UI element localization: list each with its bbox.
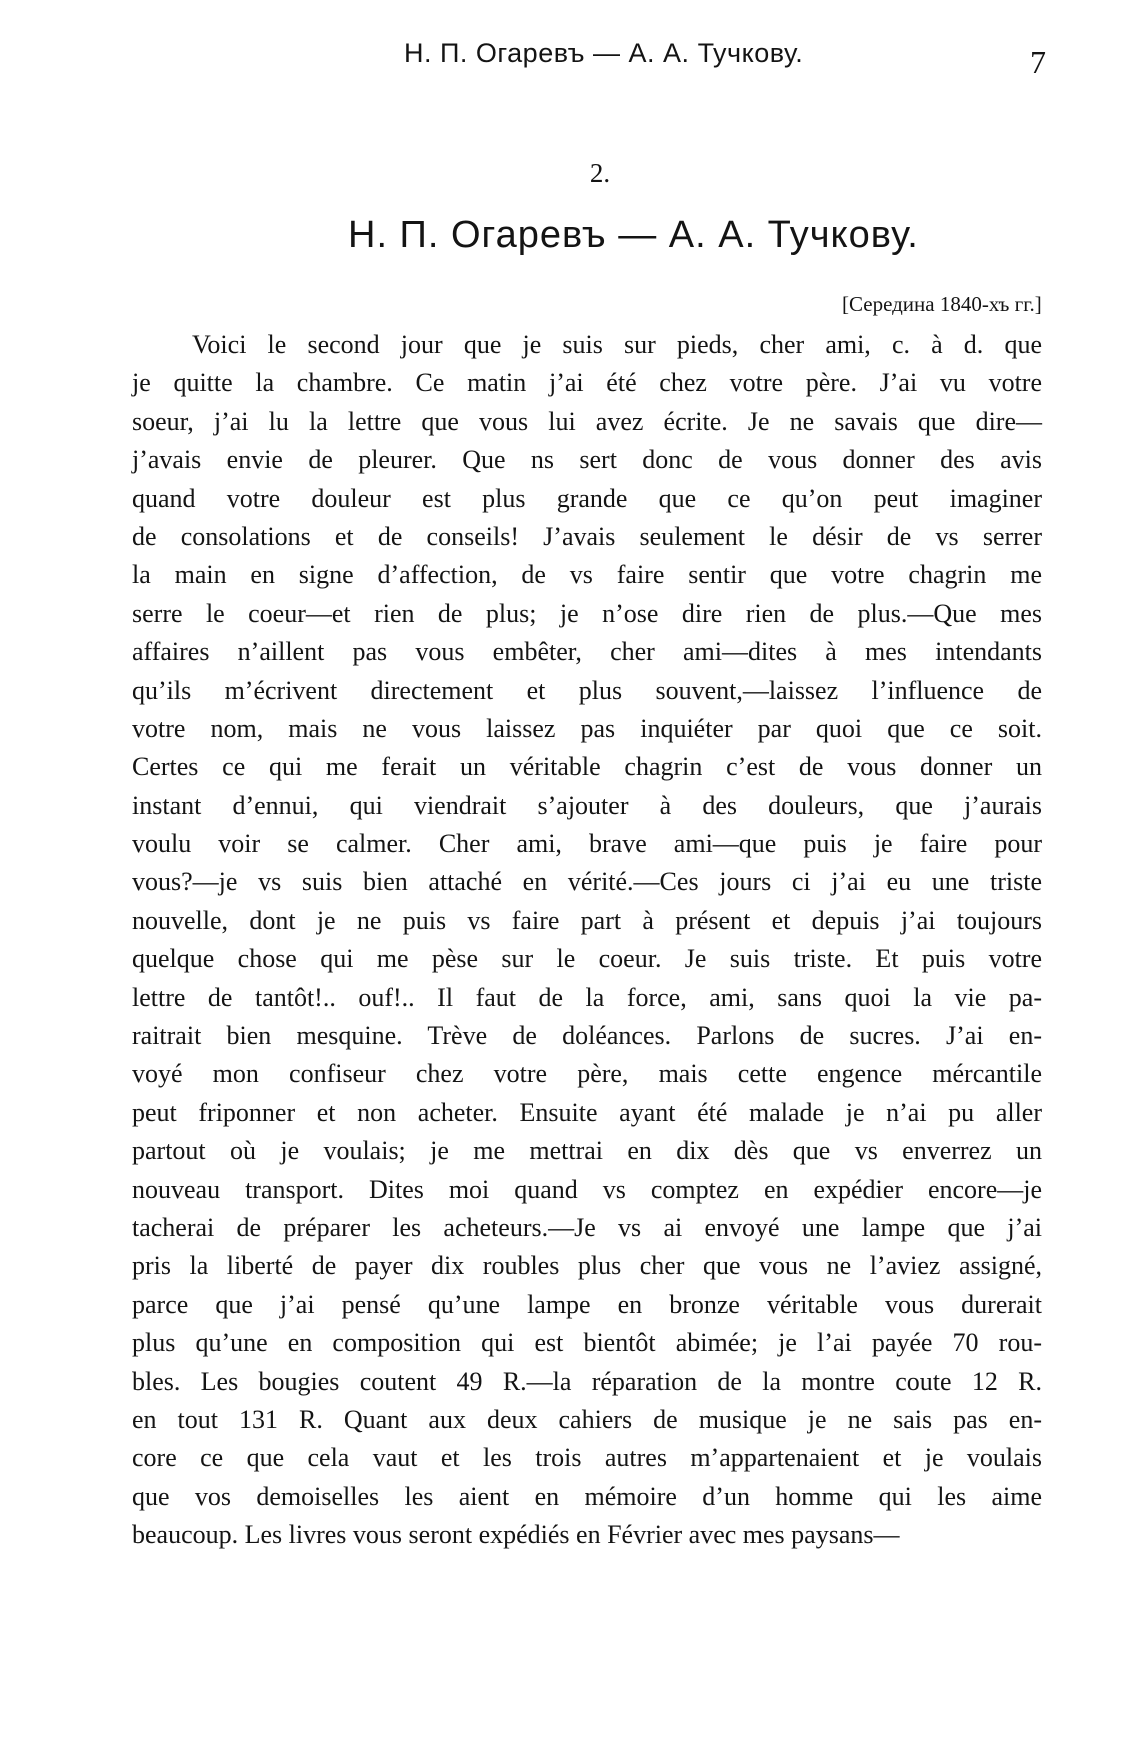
text-line: nouveau transport. Dites moi quand vs comptez en expédier encore—je xyxy=(132,1174,1042,1204)
letter-title: Н. П. Огаревъ — А. А. Тучкову. xyxy=(348,214,919,256)
text-line: voyé mon confiseur chez votre père, mais cette engence mércantile xyxy=(132,1059,1042,1089)
text-line: qu’ils m’écrivent directement et plus souvent,—laissez l’influence de xyxy=(132,675,1042,705)
running-head: Н. П. Огаревъ — А. А. Тучкову. xyxy=(404,38,804,68)
text-line: voulu voir se calmer. Cher ami, brave ami—que puis je faire pour xyxy=(132,829,1042,859)
letter-body xyxy=(132,326,1042,1555)
text-line: raitrait bien mesquine. Trève de doléances. Parlons de sucres. J’ai en- xyxy=(132,1021,1042,1051)
text-line: votre nom, mais ne vous laissez pas inquiéter par quoi que ce soit. xyxy=(132,713,1042,743)
text-line: quand votre douleur est plus grande que ce qu’on peut imaginer xyxy=(132,483,1042,513)
text-line: la main en signe d’affection, de vs faire sentir que votre chagrin me xyxy=(132,560,1042,590)
text-line: serre le coeur—et rien de plus; je n’ose dire rien de plus.—Que mes xyxy=(132,598,1042,628)
text-line: tacherai de préparer les acheteurs.—Je vs ai envoyé une lampe que j’ai xyxy=(132,1212,1042,1242)
text-line: Certes ce qui me ferait un véritable chagrin c’est de vous donner un xyxy=(132,752,1042,782)
text-line: plus qu’une en composition qui est bientôt abimée; je l’ai payée 70 rou- xyxy=(132,1328,1042,1358)
text-line: peut friponner et non acheter. Ensuite ayant été malade je n’ai pu aller xyxy=(132,1097,1042,1127)
text-line: Voici le second jour que je suis sur pieds, cher ami, c. à d. que xyxy=(192,330,1042,359)
text-line: core ce que cela vaut et les trois autres m’appartenaient et je voulais xyxy=(132,1443,1042,1473)
text-line: soeur, j’ai lu la lettre que vous lui avez écrite. Je ne savais que dire— xyxy=(132,406,1042,436)
text-line: beaucoup. Les livres vous seront expédiés en Février avec mes paysans— xyxy=(132,1520,900,1550)
text-line: nouvelle, dont je ne puis vs faire part à présent et depuis j’ai toujours xyxy=(132,905,1042,935)
text-line: que vos demoiselles les aient en mémoire d’un homme qui les aime xyxy=(132,1481,1042,1511)
text-line: lettre de tantôt!.. ouf!.. Il faut de la force, ami, sans quoi la vie pa- xyxy=(132,982,1042,1012)
text-line: quelque chose qui me pèse sur le coeur. Je suis triste. Et puis votre xyxy=(132,944,1042,974)
text-line: affaires n’aillent pas vous embêter, cher ami—dites à mes intendants xyxy=(132,637,1042,667)
text-line: en tout 131 R. Quant aux deux cahiers de musique je ne sais pas en- xyxy=(132,1404,1042,1434)
text-line: partout où je voulais; je me mettrai en dix dès que vs enverrez un xyxy=(132,1136,1042,1166)
text-line: instant d’ennui, qui viendrait s’ajouter à des douleurs, que j’aurais xyxy=(132,790,1042,820)
text-line: je quitte la chambre. Ce matin j’ai été chez votre père. J’ai vu votre xyxy=(132,368,1042,398)
letter-number: 2. xyxy=(589,158,611,188)
text-line: bles. Les bougies coutent 49 R.—la réparation de la montre coute 12 R. xyxy=(132,1366,1042,1396)
text-line: j’avais envie de pleurer. Que ns sert donc de vous donner des avis xyxy=(132,445,1042,475)
text-line: vous?—je vs suis bien attaché en vérité.—Ces jours ci j’ai eu une triste xyxy=(132,867,1042,897)
text-line: de consolations et de conseils! J’avais seulement le désir de vs serrer xyxy=(132,521,1042,551)
text-line: pris la liberté de payer dix roubles plus cher que vous ne l’aviez assigné, xyxy=(132,1251,1042,1281)
text-line: parce que j’ai pensé qu’une lampe en bronze véritable vous durerait xyxy=(132,1289,1042,1319)
date-note: [Середина 1840-хъ гг.] xyxy=(842,292,1042,316)
page-number: 7 xyxy=(1030,44,1046,80)
